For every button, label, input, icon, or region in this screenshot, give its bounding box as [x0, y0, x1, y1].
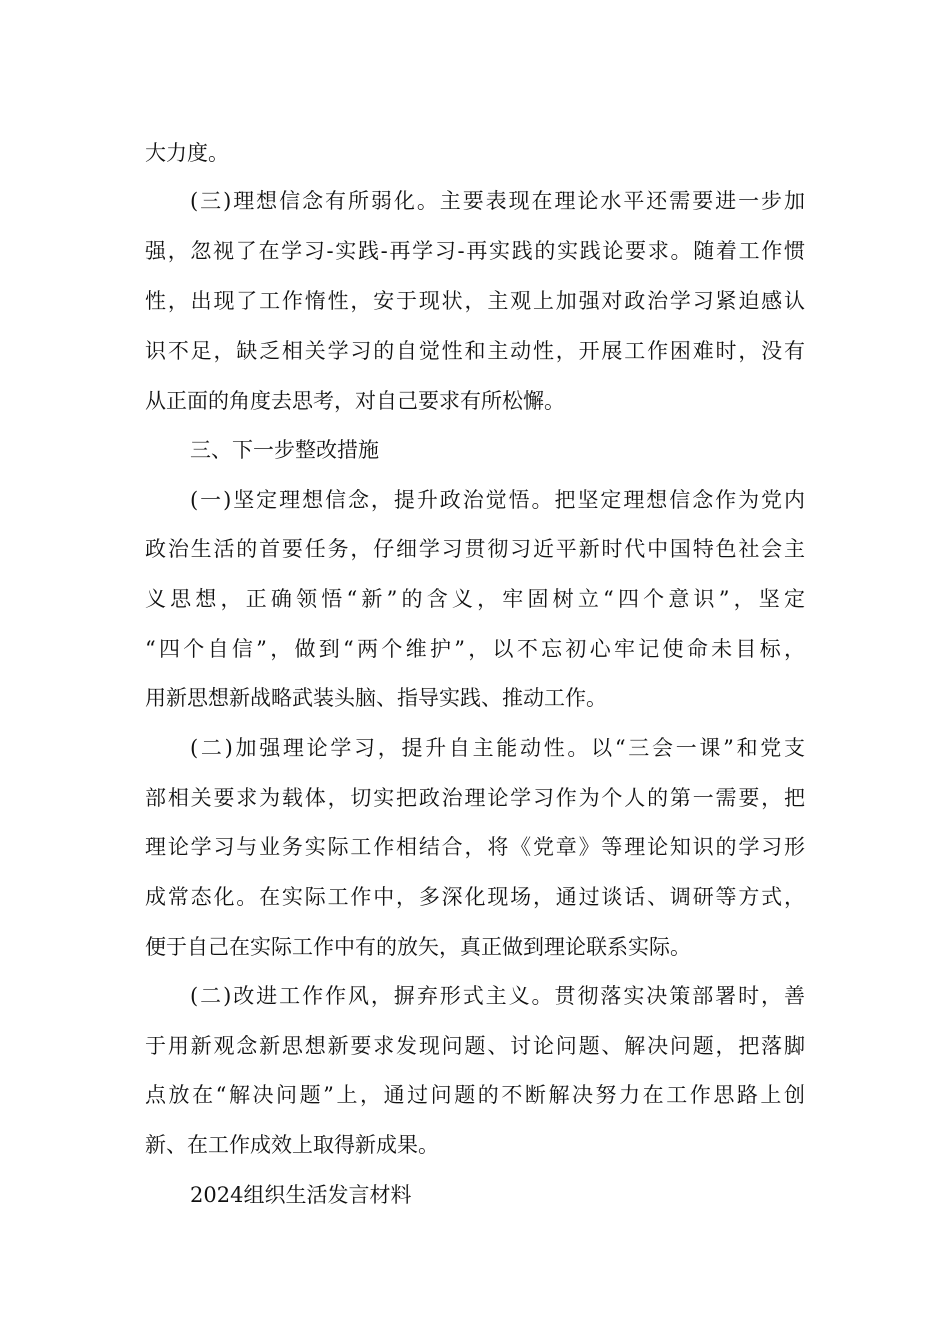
- paragraph-belief-line-5: 用新思想新战略武装头脑、指导实践、推动工作。: [145, 686, 607, 710]
- next-document-title: 2024组织生活发言材料: [190, 1183, 412, 1207]
- paragraph-style-line-3: 点放在“解决问题”上，通过问题的不断解决努力在工作思路上创: [145, 1083, 805, 1107]
- section-heading: 三、下一步整改措施: [190, 438, 379, 462]
- paragraph-belief-line-2: 政治生活的首要任务，仔细学习贯彻习近平新时代中国特色社会主: [145, 537, 805, 561]
- paragraph-ideals-line-1: (三)理想信念有所弱化。主要表现在理论水平还需要进一步加: [190, 189, 805, 213]
- continuation-line: 大力度。: [145, 141, 229, 165]
- paragraph-theory-line-1: (二)加强理论学习，提升自主能动性。以“三会一课”和党支: [190, 736, 805, 760]
- paragraph-ideals-line-2: 强，忽视了在学习-实践-再学习-再实践的实践论要求。随着工作惯: [145, 239, 805, 263]
- paragraph-belief-line-1: (一)坚定理想信念，提升政治觉悟。把坚定理想信念作为党内: [190, 488, 805, 512]
- paragraph-belief-line-3: 义思想，正确领悟“新”的含义，牢固树立“四个意识”，坚定: [145, 587, 805, 611]
- paragraph-style-line-4: 新、在工作成效上取得新成果。: [145, 1133, 439, 1157]
- paragraph-theory-line-2: 部相关要求为载体，切实把政治理论学习作为个人的第一需要，把: [145, 786, 805, 810]
- paragraph-ideals-line-3: 性，出现了工作惰性，安于现状，主观上加强对政治学习紧迫感认: [145, 289, 805, 313]
- paragraph-style-line-2: 于用新观念新思想新要求发现问题、讨论问题、解决问题，把落脚: [145, 1034, 805, 1058]
- paragraph-belief-line-4: “四个自信”，做到“两个维护”，以不忘初心牢记使命未目标，: [145, 637, 805, 661]
- paragraph-style-line-1: (二)改进工作作风，摒弃形式主义。贯彻落实决策部署时，善: [190, 984, 805, 1008]
- paragraph-ideals-line-4: 识不足，缺乏相关学习的自觉性和主动性，开展工作困难时，没有: [145, 339, 805, 363]
- paragraph-theory-line-3: 理论学习与业务实际工作相结合，将《党章》等理论知识的学习形: [145, 835, 805, 859]
- paragraph-theory-line-4: 成常态化。在实际工作中，多深化现场，通过谈话、调研等方式，: [145, 885, 805, 909]
- paragraph-ideals-line-5: 从正面的角度去思考，对自己要求有所松懈。: [145, 389, 565, 413]
- paragraph-theory-line-5: 便于自己在实际工作中有的放矢，真正做到理论联系实际。: [145, 935, 691, 959]
